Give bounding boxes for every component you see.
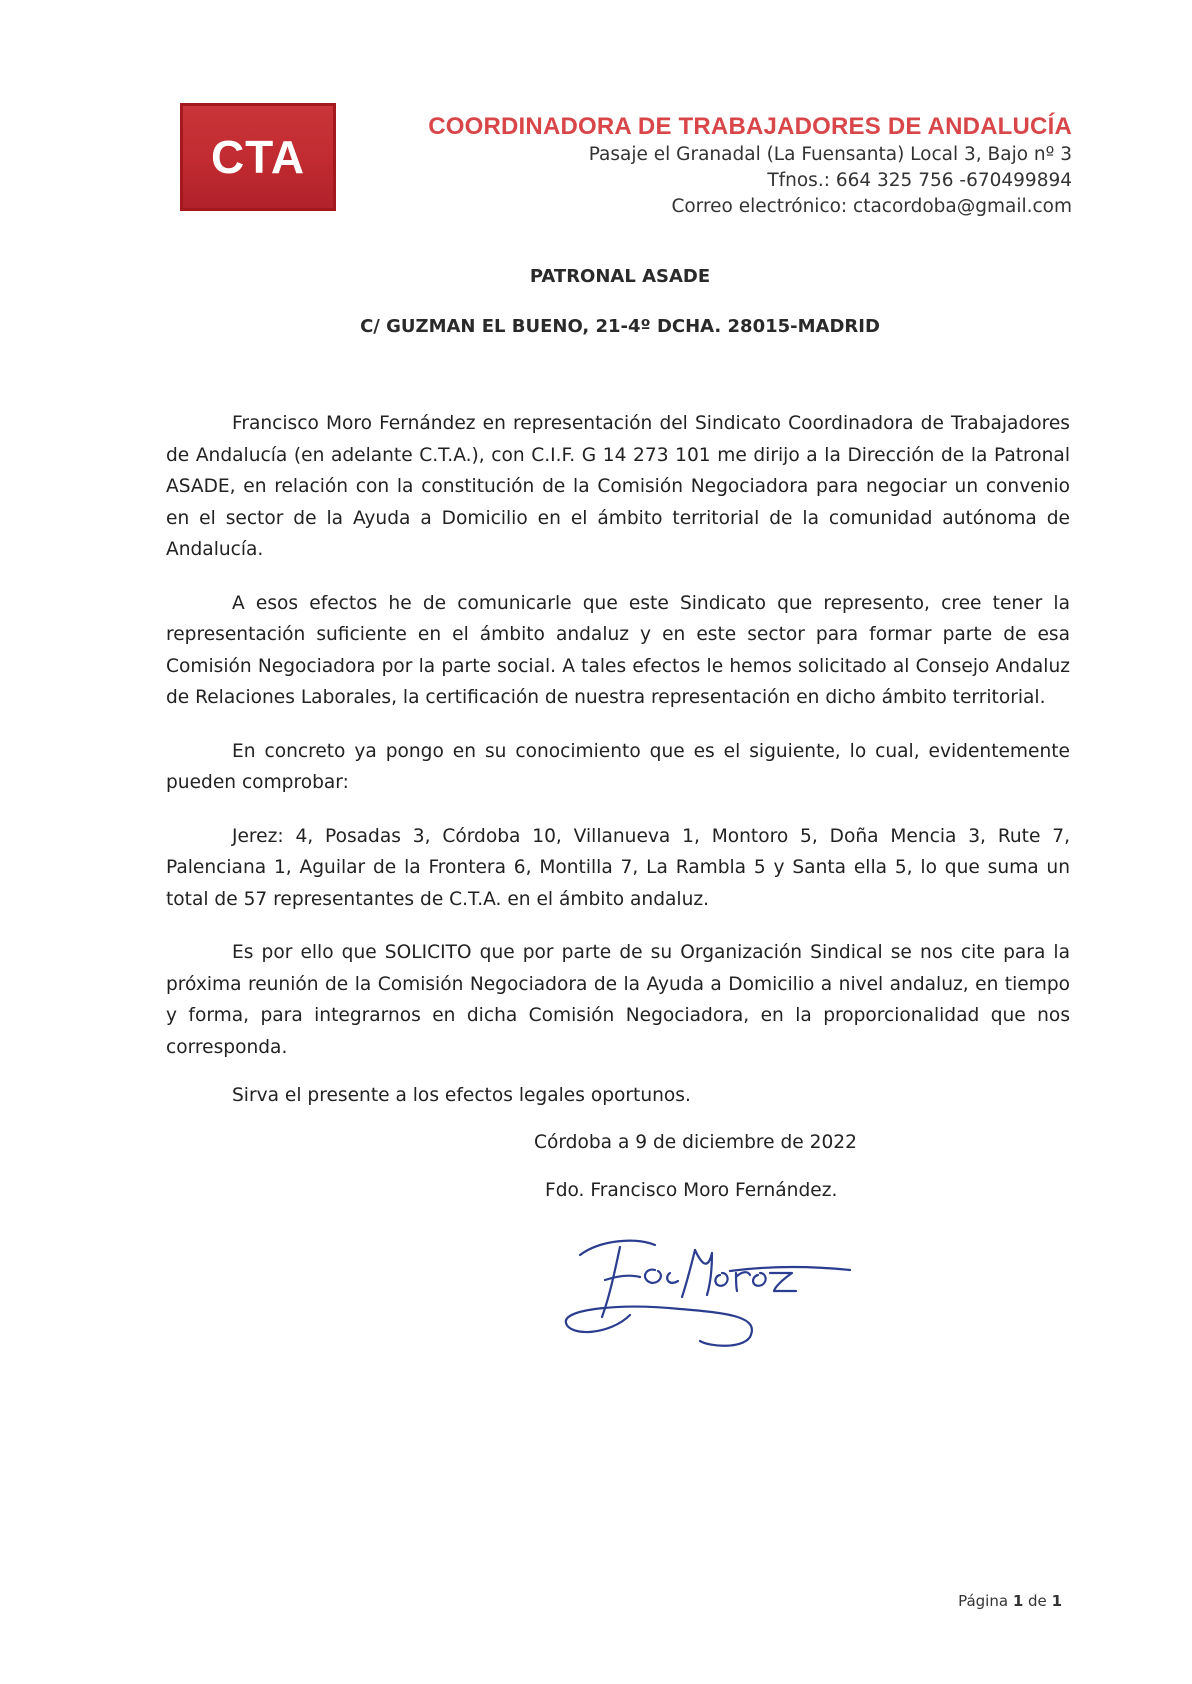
page-number	[958, 1592, 1062, 1610]
letter-body	[166, 408, 1070, 1085]
page-total: 1	[1051, 1592, 1062, 1610]
paragraph-introduction: Francisco Moro Fernández en representación del Sindicato Coordinadora de Trabajadores de Andalucía (en adelante C.T.A.), con C.I.F. G 14 273 101 me dirijo a la Dirección de la Patronal ASADE, en relación con la constitución de la Comisión Negociadora para negociar un convenio en el sector de la Ayuda a Domicilio en el ámbito territorial de la comunidad autónoma de Andalucía.	[166, 413, 1070, 560]
page-label: Página	[958, 1592, 1009, 1610]
letterhead	[428, 112, 1072, 220]
page-current: 1	[1012, 1592, 1024, 1610]
paragraph-representatives-list: Jerez: 4, Posadas 3, Córdoba 10, Villanueva 1, Montoro 5, Doña Mencia 3, Rute 7, Palenciana 1, Aguilar de la Frontera 6, Montilla 7, La Rambla 5 y Santa ella 5, lo que suma un total de 57 representantes de C.T.A. en el ámbito andaluz.	[166, 825, 1070, 910]
paragraph-concrete: En concreto ya pongo en su conocimiento que es el siguiente, lo cual, evidentemente pueden comprobar:	[166, 740, 1070, 793]
recipient-address: C/ GUZMAN EL BUENO, 21-4º DCHA. 28015-MADRID	[360, 316, 880, 337]
place-date: Córdoba a 9 de diciembre de 2022	[534, 1132, 857, 1153]
closing-formula: Sirva el presente a los efectos legales oportunos.	[232, 1085, 691, 1106]
org-email: Correo electrónico: ctacordoba@gmail.com	[671, 196, 1072, 217]
page-of: de	[1028, 1592, 1047, 1610]
org-phones: Tfnos.: 664 325 756 -670499894	[767, 170, 1072, 191]
cta-logo	[180, 103, 336, 211]
paragraph-representation: A esos efectos he de comunicarle que este Sindicato que represento, cree tener la representación suficiente en el ámbito andaluz y en este sector para formar parte de esa Comisión Negociadora por la parte social. A tales efectos le hemos solicitado al Consejo Andaluz de Relaciones Laborales, la certificación de nuestra representación en dicho ámbito territorial.	[166, 592, 1070, 708]
handwritten-signature	[560, 1225, 860, 1355]
org-address: Pasaje el Granadal (La Fuensanta) Local 3, Bajo nº 3	[588, 144, 1072, 165]
signed-by: Fdo. Francisco Moro Fernández.	[545, 1180, 838, 1201]
paragraph-request: Es por ello que SOLICITO que por parte de su Organización Sindical se nos cite para la próxima reunión de la Comisión Negociadora de la Ayuda a Domicilio a nivel andaluz, en tiempo y forma, para integrarnos en dicha Comisión Negociadora, en la proporcionalidad que nos corresponda.	[166, 942, 1070, 1058]
recipient-name: PATRONAL ASADE	[529, 266, 711, 287]
org-name: COORDINADORA DE TRABAJADORES DE ANDALUCÍA	[428, 113, 1072, 140]
logo-text: CTA	[210, 131, 306, 183]
